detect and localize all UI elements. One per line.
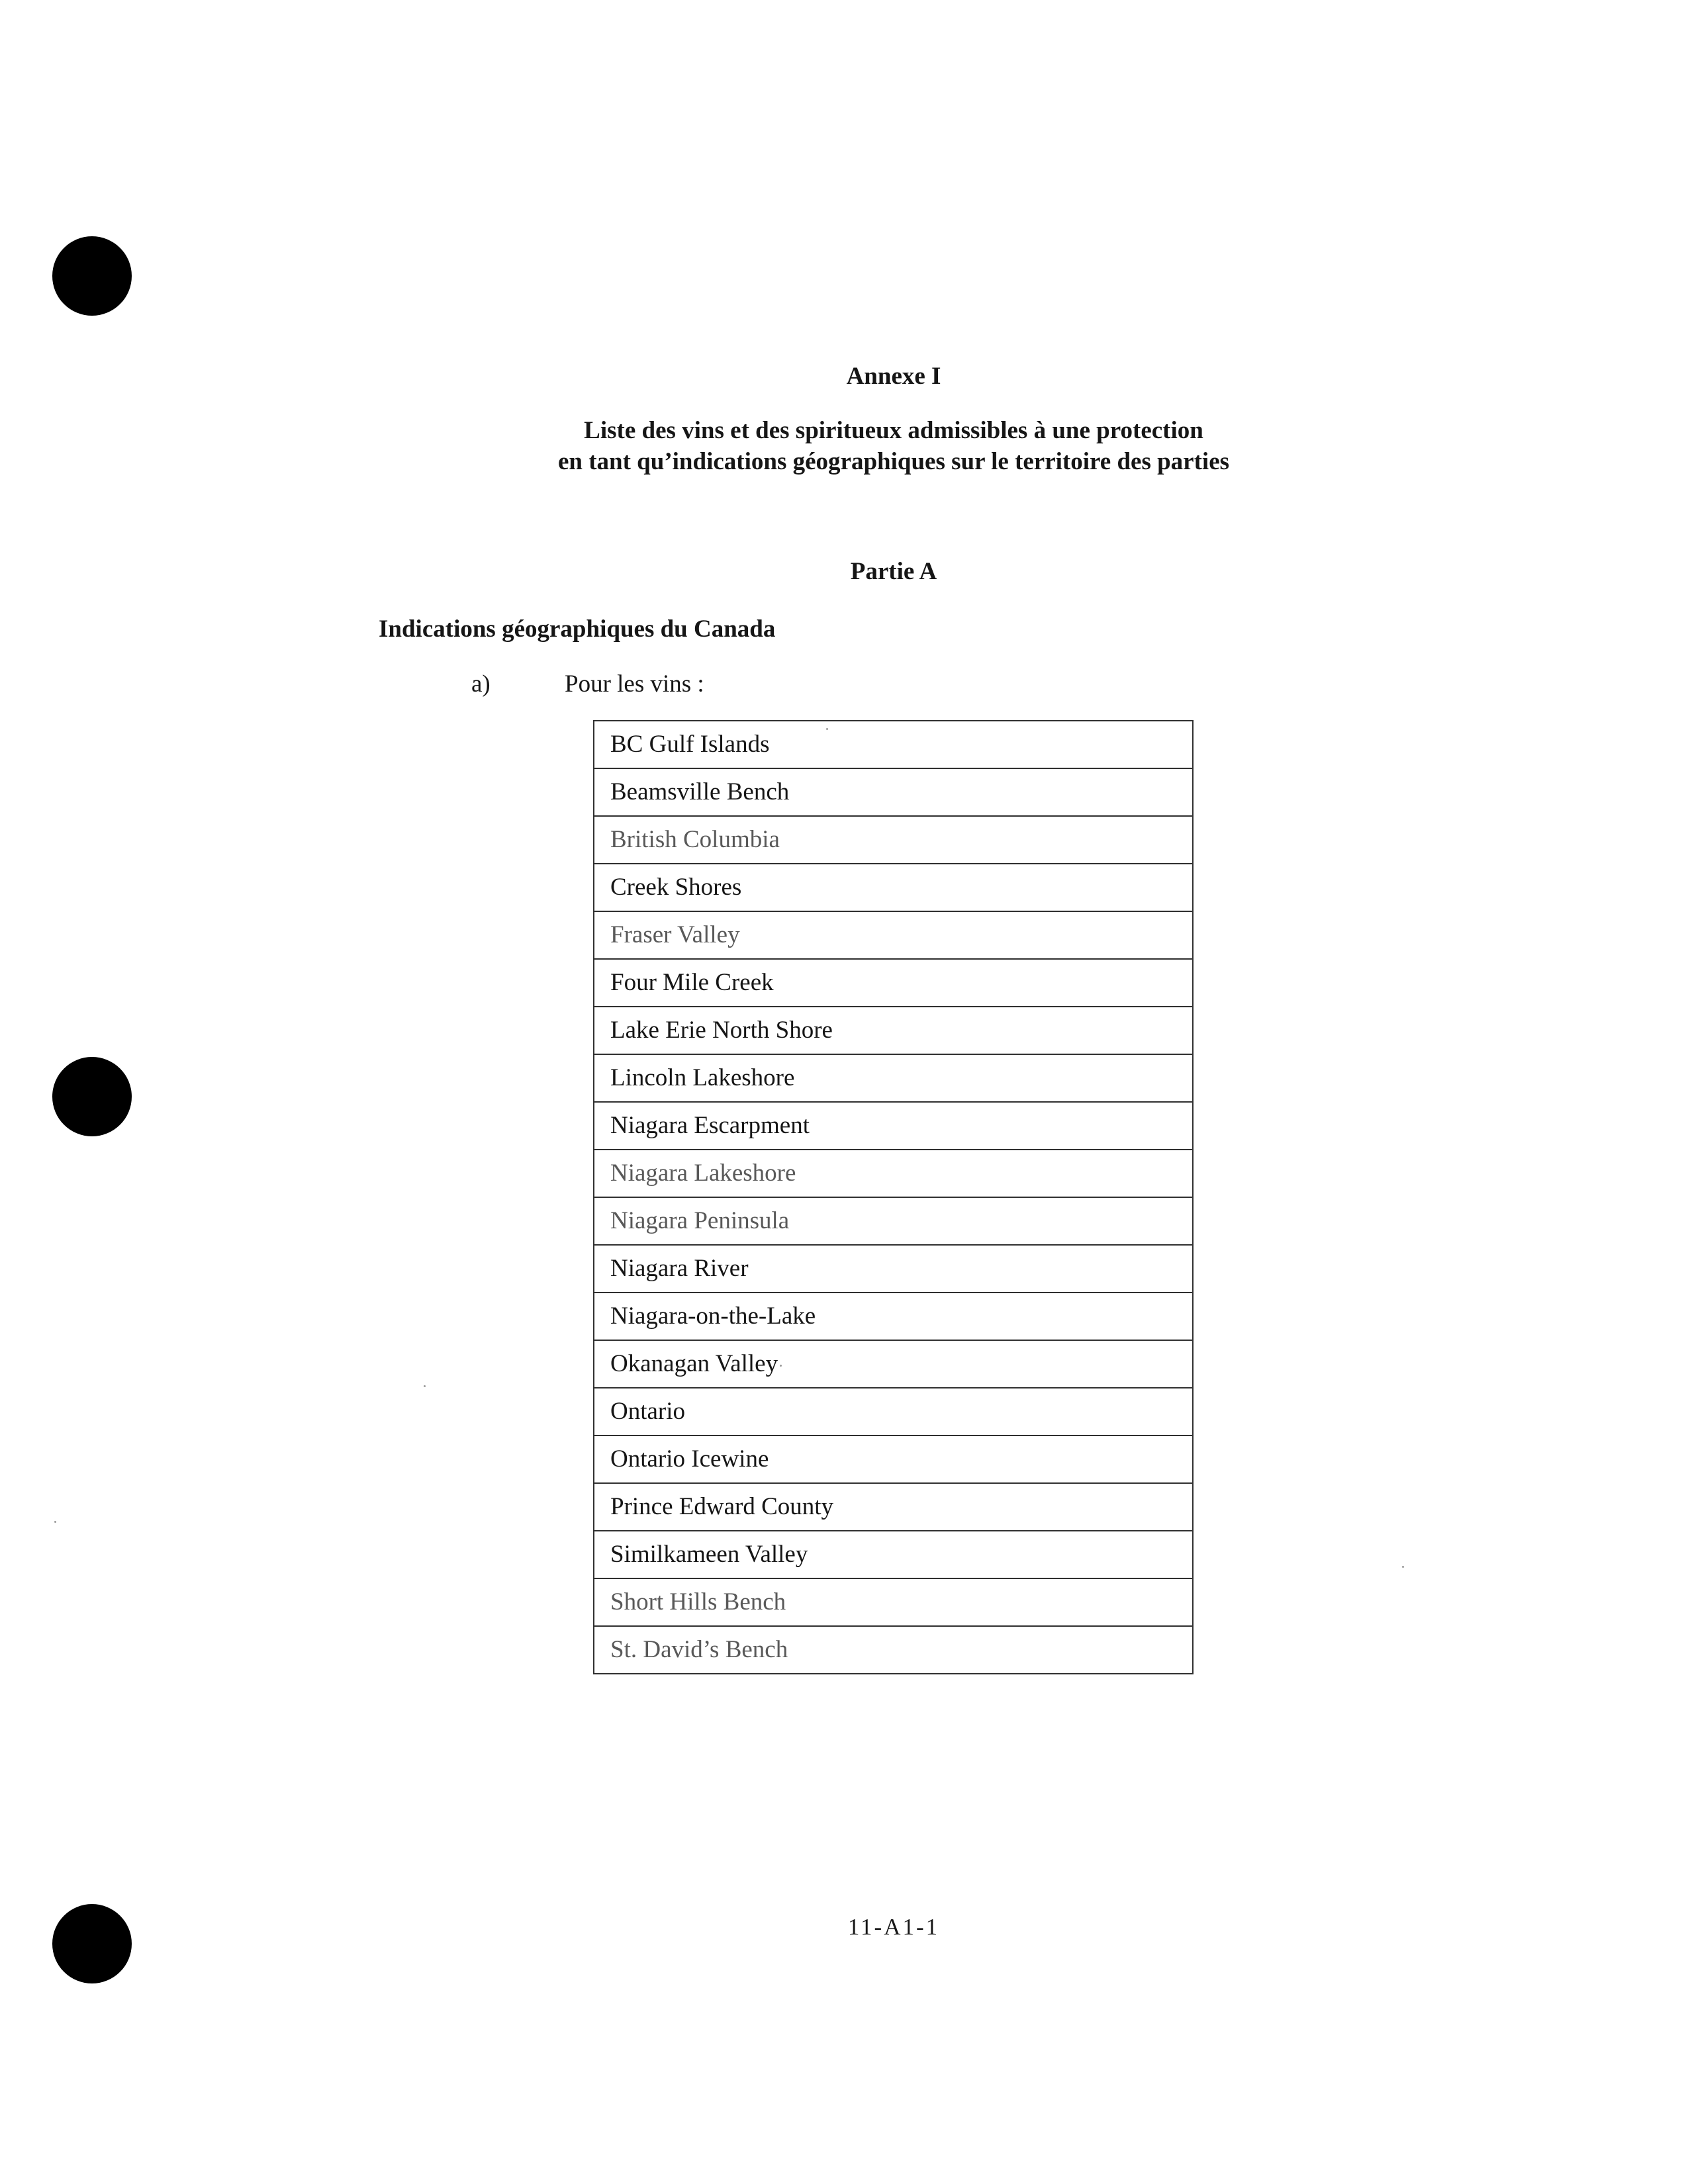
table-cell: Ontario (594, 1388, 1193, 1435)
annex-subtitle (0, 415, 1688, 477)
table-row (594, 1578, 1193, 1626)
table-row (594, 1340, 1193, 1388)
table-row (594, 1245, 1193, 1293)
table-cell: BC Gulf Islands (594, 721, 1193, 768)
table-row (594, 959, 1193, 1007)
punch-hole-top (52, 236, 132, 316)
table-row (594, 1388, 1193, 1435)
section-heading: Indications géographiques du Canada (379, 615, 776, 643)
table-cell: Lake Erie North Shore (594, 1007, 1193, 1054)
annex-subtitle-line-1: Liste des vins et des spiritueux admissibles à une protection (584, 417, 1203, 444)
table-row (594, 1054, 1193, 1102)
table-cell: British Columbia (594, 816, 1193, 864)
annex-subtitle-line-2: en tant qu’indications géographiques sur le territoire des parties (557, 448, 1230, 475)
table-cell: Creek Shores (594, 864, 1193, 911)
table-row (594, 816, 1193, 864)
table-cell: Niagara Lakeshore (594, 1150, 1193, 1197)
scan-speck (54, 1521, 56, 1523)
table-cell: Niagara River (594, 1245, 1193, 1293)
table-row (594, 1293, 1193, 1340)
table-row (594, 1483, 1193, 1531)
table-row (594, 768, 1193, 816)
table-row (594, 1102, 1193, 1150)
table-cell: Short Hills Bench (594, 1578, 1193, 1626)
table-cell: Prince Edward County (594, 1483, 1193, 1531)
table-row (594, 1435, 1193, 1483)
annex-title: Annexe I (846, 363, 941, 390)
table-cell: Four Mile Creek (594, 959, 1193, 1007)
table-cell: Lincoln Lakeshore (594, 1054, 1193, 1102)
list-item-marker: a) (471, 670, 491, 698)
page-number: 11-A1-1 (847, 1914, 940, 1940)
part-title: Partie A (850, 558, 937, 585)
table-cell: Niagara Escarpment (594, 1102, 1193, 1150)
table-cell: Niagara Peninsula (594, 1197, 1193, 1245)
table-cell: Beamsville Bench (594, 768, 1193, 816)
table-row (594, 1531, 1193, 1578)
table-cell: Okanagan Valley (594, 1340, 1193, 1388)
table-row (594, 864, 1193, 911)
table-cell: Fraser Valley (594, 911, 1193, 959)
punch-hole-middle (52, 1057, 132, 1136)
table-row (594, 911, 1193, 959)
table-row (594, 1197, 1193, 1245)
scan-speck (1402, 1566, 1404, 1568)
table-cell: Similkameen Valley (594, 1531, 1193, 1578)
scan-speck (424, 1385, 426, 1387)
table-row (594, 1626, 1193, 1674)
table-row (594, 721, 1193, 768)
table-row (594, 1150, 1193, 1197)
list-item-label: Pour les vins : (565, 670, 704, 698)
table-cell: Ontario Icewine (594, 1435, 1193, 1483)
table-row (594, 1007, 1193, 1054)
table-cell: Niagara-on-the-Lake (594, 1293, 1193, 1340)
table-cell: St. David’s Bench (594, 1626, 1193, 1674)
wine-regions-table (593, 720, 1194, 1674)
